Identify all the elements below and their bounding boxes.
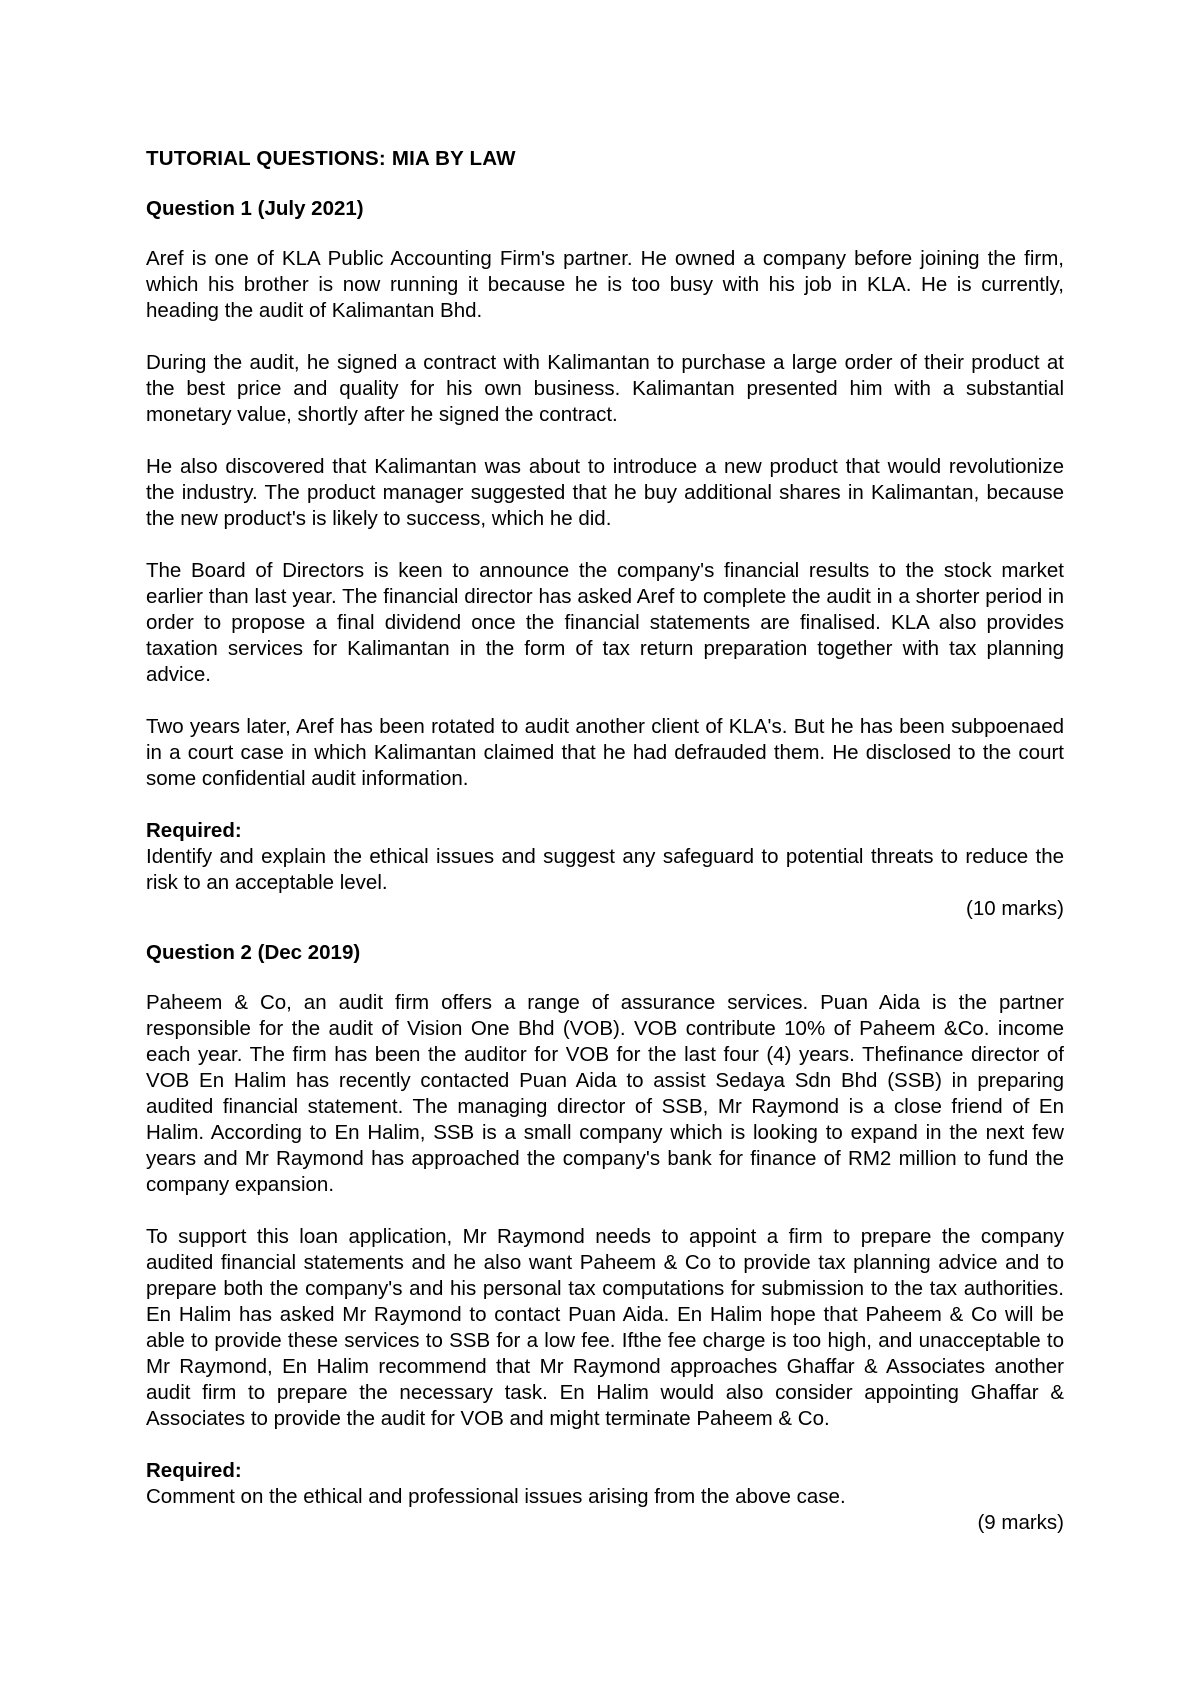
question-1-marks: (10 marks) [966,897,1064,920]
question-2-paragraph-2: To support this loan application, Mr Raymond needs to appoint a firm to prepare the company audited financial statements and he also want Paheem & Co to provide tax planning advice and to prepare both the company's and his personal tax computations for submission to the tax authorities. En Halim has asked Mr Raymond to contact Puan Aida. En Halim hope that Paheem & Co will be able to provide these services to SSB for a low fee. Ifthe fee charge is too high, and unacceptable to Mr Raymond, En Halim recommend that Mr Raymond approaches Ghaffar & Associates another audit firm to prepare the necessary task. En Halim would also consider appointing Ghaffar & Associates to provide the audit for VOB and might terminate Paheem & Co. [146,1225,1064,1430]
document-page [146,146,1064,1554]
question-1-paragraph-1: Aref is one of KLA Public Accounting Firm's partner. He owned a company before joining the firm, which his brother is now running it because he is too busy with his job in KLA. He is currently, heading the audit of Kalimantan Bhd. [146,247,1064,322]
question-1-required-text: Identify and explain the ethical issues and suggest any safeguard to potential threats to reduce the risk to an acceptable level. [146,845,1064,894]
question-1-paragraph-3: He also discovered that Kalimantan was about to introduce a new product that would revolutionize the industry. The product manager suggested that he buy additional shares in Kalimantan, because the new product's is likely to success, which he did. [146,455,1064,530]
document-title: TUTORIAL QUESTIONS: MIA BY LAW [146,147,516,170]
question-1-heading: Question 1 (July 2021) [146,197,364,220]
question-2-heading: Question 2 (Dec 2019) [146,941,361,964]
question-2-paragraph-1: Paheem & Co, an audit firm offers a range of assurance services. Puan Aida is the partner responsible for the audit of Vision One Bhd (VOB). VOB contribute 10% of Paheem &Co. income each year. The firm has been the auditor for VOB for the last four (4) years. Thefinance director of VOB En Halim has recently contacted Puan Aida to assist Sedaya Sdn Bhd (SSB) in preparing audited financial statement. The managing director of SSB, Mr Raymond is a close friend of En Halim. According to En Halim, SSB is a small company which is looking to expand in the next few years and Mr Raymond has approached the company's bank for finance of RM2 million to fund the company expansion. [146,991,1064,1196]
question-2-marks: (9 marks) [977,1511,1064,1534]
question-2-required-label: Required: [146,1459,242,1482]
question-2-section [146,940,1064,1536]
question-2-required-text: Comment on the ethical and professional issues arising from the above case. [146,1485,846,1508]
question-1-paragraph-4: The Board of Directors is keen to announce the company's financial results to the stock market earlier than last year. The financial director has asked Aref to complete the audit in a shorter period in order to propose a final dividend once the financial statements are finalised. KLA also provides taxation services for Kalimantan in the form of tax return preparation together with tax planning advice. [146,559,1064,686]
question-1-section [146,196,1064,922]
question-1-required-label: Required: [146,819,242,842]
question-1-paragraph-5: Two years later, Aref has been rotated to audit another client of KLA's. But he has been subpoenaed in a court case in which Kalimantan claimed that he had defrauded them. He disclosed to the court some confidential audit information. [146,715,1064,790]
question-1-paragraph-2: During the audit, he signed a contract with Kalimantan to purchase a large order of their product at the best price and quality for his own business. Kalimantan presented him with a substantial monetary value, shortly after he signed the contract. [146,351,1064,426]
